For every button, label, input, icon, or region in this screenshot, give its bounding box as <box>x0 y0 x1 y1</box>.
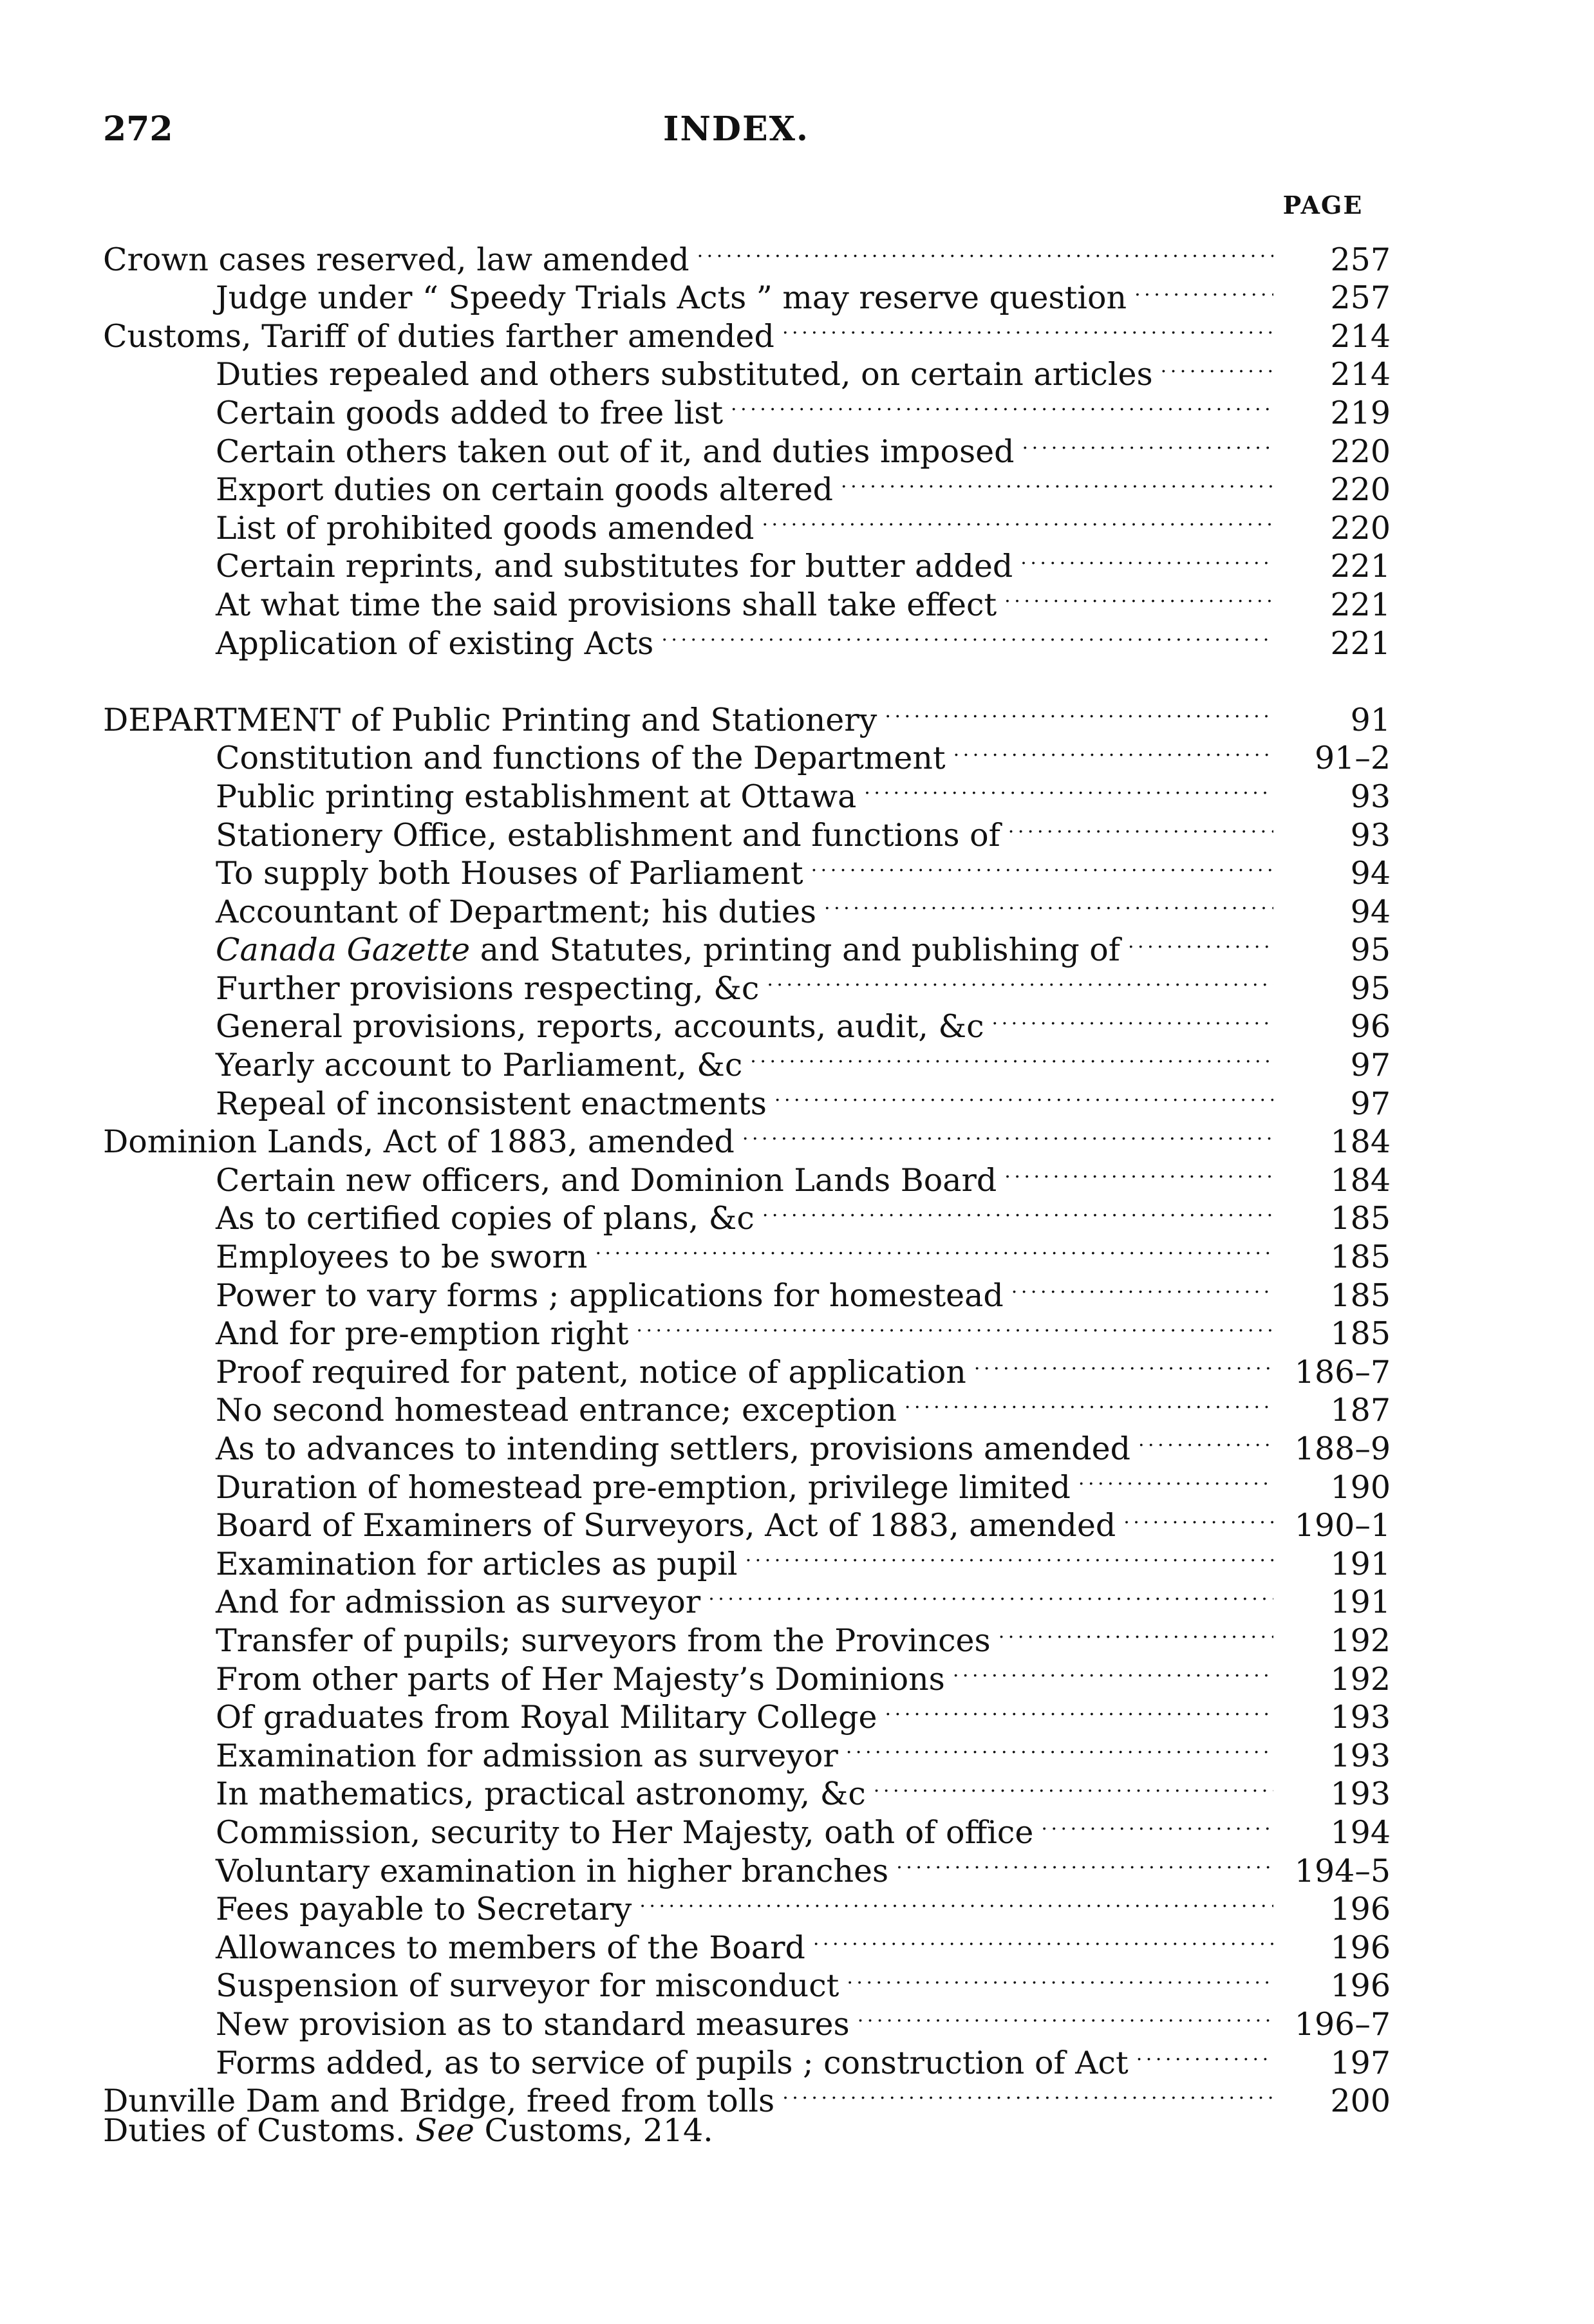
dot-leader <box>1022 424 1273 462</box>
entry-text <box>216 1046 742 1085</box>
page-reference: 191 <box>1330 1545 1391 1582</box>
entry-label: Constitution and functions of the Department <box>216 740 946 777</box>
entry-label: Certain goods added to free list <box>216 394 724 431</box>
dot-leader <box>595 1229 1273 1268</box>
entry-label: From other parts of Her Majesty’s Dominions <box>216 1660 945 1698</box>
page-reference: 214 <box>1330 356 1391 393</box>
page-reference: 185 <box>1330 1315 1391 1353</box>
entry-text <box>216 1583 700 1622</box>
dot-leader <box>905 1383 1273 1421</box>
dot-leader <box>1161 347 1273 386</box>
entry-label: Repeal of inconsistent enactments <box>216 1085 767 1122</box>
page-reference: 196 <box>1330 1891 1391 1928</box>
index-entries <box>103 232 1391 2150</box>
page-reference: 196 <box>1330 1967 1391 2005</box>
page-reference: 91 <box>1350 701 1391 738</box>
dot-leader <box>762 1191 1273 1230</box>
dot-leader <box>813 1920 1273 1958</box>
entry-label: Export duties on certain goods altered <box>216 471 833 509</box>
page-reference: 184 <box>1330 1123 1391 1161</box>
dot-leader <box>708 1575 1273 1613</box>
page-reference: 192 <box>1330 1622 1391 1659</box>
index-entry <box>103 692 1391 738</box>
dot-leader <box>1128 923 1273 961</box>
entry-italic-text: Canada Gazette <box>216 932 471 969</box>
dot-leader <box>1134 270 1273 309</box>
entry-label: Accountant of Department; his duties <box>216 893 816 930</box>
entry-text <box>216 1890 632 1929</box>
entry-text <box>216 1238 587 1277</box>
entry-label: To supply both Houses of Parliament <box>216 855 803 892</box>
page-reference: 93 <box>1350 816 1391 854</box>
entry-label: Certain others taken out of it, and duties imposed <box>216 433 1015 470</box>
entry-label: Application of existing Acts <box>216 624 654 662</box>
dot-leader <box>1008 807 1273 846</box>
page-reference: 94 <box>1350 893 1391 930</box>
dot-leader <box>636 1306 1273 1345</box>
entry-label: Suspension of surveyor for misconduct <box>216 1967 839 2005</box>
page-reference: 257 <box>1330 241 1391 278</box>
dot-leader <box>841 462 1273 501</box>
entry-label: Fees payable to Secretary <box>216 1891 632 1928</box>
entry-text <box>216 1775 866 1813</box>
dot-leader <box>750 1037 1273 1076</box>
entry-text <box>216 624 653 663</box>
page-reference: 187 <box>1330 1392 1391 1429</box>
entry-label: No second homestead entrance; exception <box>216 1392 897 1429</box>
dot-leader <box>774 1076 1273 1114</box>
dot-leader <box>1138 1421 1273 1459</box>
entry-label: And for pre-emption right <box>216 1315 629 1353</box>
dot-leader <box>782 308 1273 347</box>
entry-label: Transfer of pupils; surveyors from the Provinces <box>216 1622 991 1659</box>
page-reference: 196 <box>1330 1929 1391 1966</box>
entry-label: Duties repealed and others substituted, on certain articles <box>216 356 1153 393</box>
entry-text <box>216 1085 767 1123</box>
entry-text <box>216 547 1013 586</box>
entry-label: Duration of homestead pre-emption, privilege limited <box>216 1468 1071 1506</box>
page-reference: 185 <box>1330 1277 1391 1314</box>
page-reference: 191 <box>1330 1584 1391 1621</box>
page-reference: 257 <box>1330 279 1391 317</box>
entry-label: Voluntary examination in higher branches <box>216 1852 889 1889</box>
page-column-label: PAGE <box>1282 191 1364 220</box>
page-reference: 184 <box>1330 1161 1391 1199</box>
dot-leader <box>1004 577 1273 615</box>
page-reference: 194–5 <box>1294 1852 1391 1889</box>
entry-label: New provision as to standard measures <box>216 2005 850 2043</box>
entry-text <box>216 893 816 932</box>
entry-label: Dominion Lands, Act of 1883, amended <box>103 1123 735 1161</box>
dot-leader <box>824 884 1273 923</box>
page-reference: 97 <box>1350 1085 1391 1122</box>
entry-label: Dunville Dam and Bridge, freed from tolls <box>103 2083 775 2120</box>
page-reference: 186–7 <box>1294 1353 1391 1391</box>
entry-text <box>103 317 774 356</box>
entry-label: Duties of Customs. <box>103 2112 416 2150</box>
index-entry <box>103 232 1391 278</box>
page-reference: 96 <box>1350 1008 1391 1045</box>
dot-leader <box>745 1536 1273 1575</box>
page-reference: 185 <box>1330 1200 1391 1237</box>
entry-label: General provisions, reports, accounts, audit, &c <box>216 1008 984 1045</box>
entry-label: In mathematics, practical astronomy, &c <box>216 1776 866 1813</box>
entry-text <box>103 2112 713 2150</box>
page-reference: 192 <box>1330 1660 1391 1698</box>
entry-label: Public printing establishment at Ottawa <box>216 778 857 815</box>
entry-label: Further provisions respecting, &c <box>216 970 760 1007</box>
page-reference: 214 <box>1330 317 1391 355</box>
page-reference: 95 <box>1350 932 1391 969</box>
entry-label: Forms added, as to service of pupils ; construction of Act <box>216 2044 1129 2081</box>
entry-text <box>216 394 723 433</box>
entry-label: Power to vary forms ; applications for homestead <box>216 1277 1004 1314</box>
page-reference: 188–9 <box>1294 1430 1391 1467</box>
dot-leader <box>639 1882 1273 1920</box>
page-reference: 94 <box>1350 855 1391 892</box>
page-reference: 97 <box>1350 1047 1391 1084</box>
page-reference: 219 <box>1330 394 1391 431</box>
entry-text <box>216 778 856 816</box>
dot-leader <box>874 1766 1273 1805</box>
entry-label: Stationery Office, establishment and functions of <box>216 816 1000 854</box>
page-reference: 197 <box>1330 2044 1391 2081</box>
entry-text <box>216 739 946 778</box>
page-reference: 200 <box>1330 2083 1391 2120</box>
entry-label: Examination for admission as surveyor <box>216 1737 838 1774</box>
page-number: 272 <box>103 109 173 149</box>
page-reference: 221 <box>1330 624 1391 662</box>
entry-text <box>103 1123 735 1161</box>
entry-label: Of graduates from Royal Military College <box>216 1699 877 1736</box>
entry-text <box>216 1315 628 1353</box>
dot-leader <box>782 2074 1273 2112</box>
dot-leader <box>1123 1498 1273 1537</box>
page-reference: 91–2 <box>1314 740 1391 777</box>
page-header <box>103 109 1391 167</box>
entry-text <box>216 1545 738 1584</box>
page-reference: 95 <box>1350 970 1391 1007</box>
dot-leader <box>742 1114 1273 1153</box>
page-reference: 185 <box>1330 1239 1391 1276</box>
dot-leader <box>762 500 1273 539</box>
entry-text <box>103 701 877 740</box>
page-reference: 220 <box>1330 433 1391 470</box>
entry-label: List of prohibited goods amended <box>216 509 755 547</box>
entry-label: Certain new officers, and Dominion Lands Board <box>216 1161 997 1199</box>
entry-text <box>216 1737 838 1776</box>
entry-text <box>216 1468 1071 1507</box>
dot-leader <box>661 615 1273 654</box>
page-reference: 221 <box>1330 586 1391 623</box>
page-reference: 93 <box>1350 778 1391 815</box>
dot-leader <box>864 769 1273 807</box>
entry-label: Yearly account to Parliament, &c <box>216 1047 743 1084</box>
page-reference: 193 <box>1330 1737 1391 1774</box>
running-title: INDEX. <box>663 109 810 149</box>
dot-leader <box>896 1843 1273 1882</box>
dot-leader <box>767 961 1273 999</box>
entry-label: Proof required for patent, notice of application <box>216 1353 966 1391</box>
page-reference: 196–7 <box>1294 2005 1391 2043</box>
page-reference: 221 <box>1330 548 1391 585</box>
dot-leader <box>731 385 1273 424</box>
dot-leader <box>1136 2035 1273 2074</box>
entry-label: Board of Examiners of Surveyors, Act of 1883, amended <box>216 1507 1116 1544</box>
entry-label: Examination for articles as pupil <box>216 1545 738 1582</box>
entry-text <box>216 1660 945 1699</box>
dot-leader <box>999 1613 1273 1651</box>
dot-leader <box>1011 1268 1273 1306</box>
entry-label: DEPARTMENT of Public Printing and Stationery <box>103 701 877 738</box>
entry-text <box>216 509 754 548</box>
entry-label: Customs, Tariff of duties farther amended <box>103 317 774 355</box>
entry-label: And for admission as surveyor <box>216 1584 701 1621</box>
dot-leader <box>697 232 1273 270</box>
entry-text <box>216 1622 991 1660</box>
page-reference: 220 <box>1330 509 1391 547</box>
entry-see-target: Customs, 214. <box>474 2112 713 2150</box>
dot-leader <box>974 1344 1273 1383</box>
dot-leader <box>1041 1804 1273 1843</box>
page-reference: 190–1 <box>1294 1507 1391 1544</box>
page-reference: 193 <box>1330 1699 1391 1736</box>
dot-leader <box>953 731 1273 769</box>
entry-text <box>216 471 833 509</box>
entry-label: Allowances to members of the Board <box>216 1929 805 1966</box>
entry-text <box>216 1353 966 1392</box>
entry-text <box>216 1929 805 1967</box>
dot-leader <box>1078 1459 1273 1498</box>
dot-leader <box>1020 539 1273 577</box>
entry-text <box>216 1967 839 2005</box>
entry-text <box>216 1430 1130 1468</box>
entry-text <box>216 1698 877 1737</box>
entry-label: Employees to be sworn <box>216 1239 588 1276</box>
dot-leader <box>811 846 1273 885</box>
entry-see-text: See <box>415 2112 474 2150</box>
dot-leader <box>1004 1152 1273 1191</box>
entry-label: Crown cases reserved, law amended <box>103 241 689 278</box>
entry-text <box>216 854 803 893</box>
dot-leader <box>858 1996 1273 2035</box>
dot-leader <box>885 1690 1273 1729</box>
entry-text <box>216 2005 850 2044</box>
dot-leader <box>953 1651 1273 1690</box>
dot-leader <box>846 1728 1273 1766</box>
dot-leader <box>992 999 1273 1038</box>
page-reference: 190 <box>1330 1468 1391 1506</box>
dot-leader <box>885 692 1273 731</box>
entry-label: At what time the said provisions shall take effect <box>216 586 997 623</box>
entry-text <box>216 1391 897 1430</box>
page-reference: 193 <box>1330 1776 1391 1813</box>
entry-text <box>216 970 759 1008</box>
dot-leader <box>847 1958 1273 1997</box>
page-reference: 194 <box>1330 1813 1391 1851</box>
entry-text <box>103 241 689 279</box>
page-reference: 220 <box>1330 471 1391 509</box>
entry-label: Judge under “ Speedy Trials Acts ” may reserve question <box>216 279 1127 317</box>
entry-label: As to certified copies of plans, &c <box>216 1200 755 1237</box>
entry-label: Certain reprints, and substitutes for butter added <box>216 548 1013 585</box>
entry-label: Commission, security to Her Majesty, oath of office <box>216 1813 1034 1851</box>
entry-label: As to advances to intending settlers, provisions amended <box>216 1430 1130 1467</box>
entry-label: and Statutes, printing and publishing of <box>470 932 1120 969</box>
